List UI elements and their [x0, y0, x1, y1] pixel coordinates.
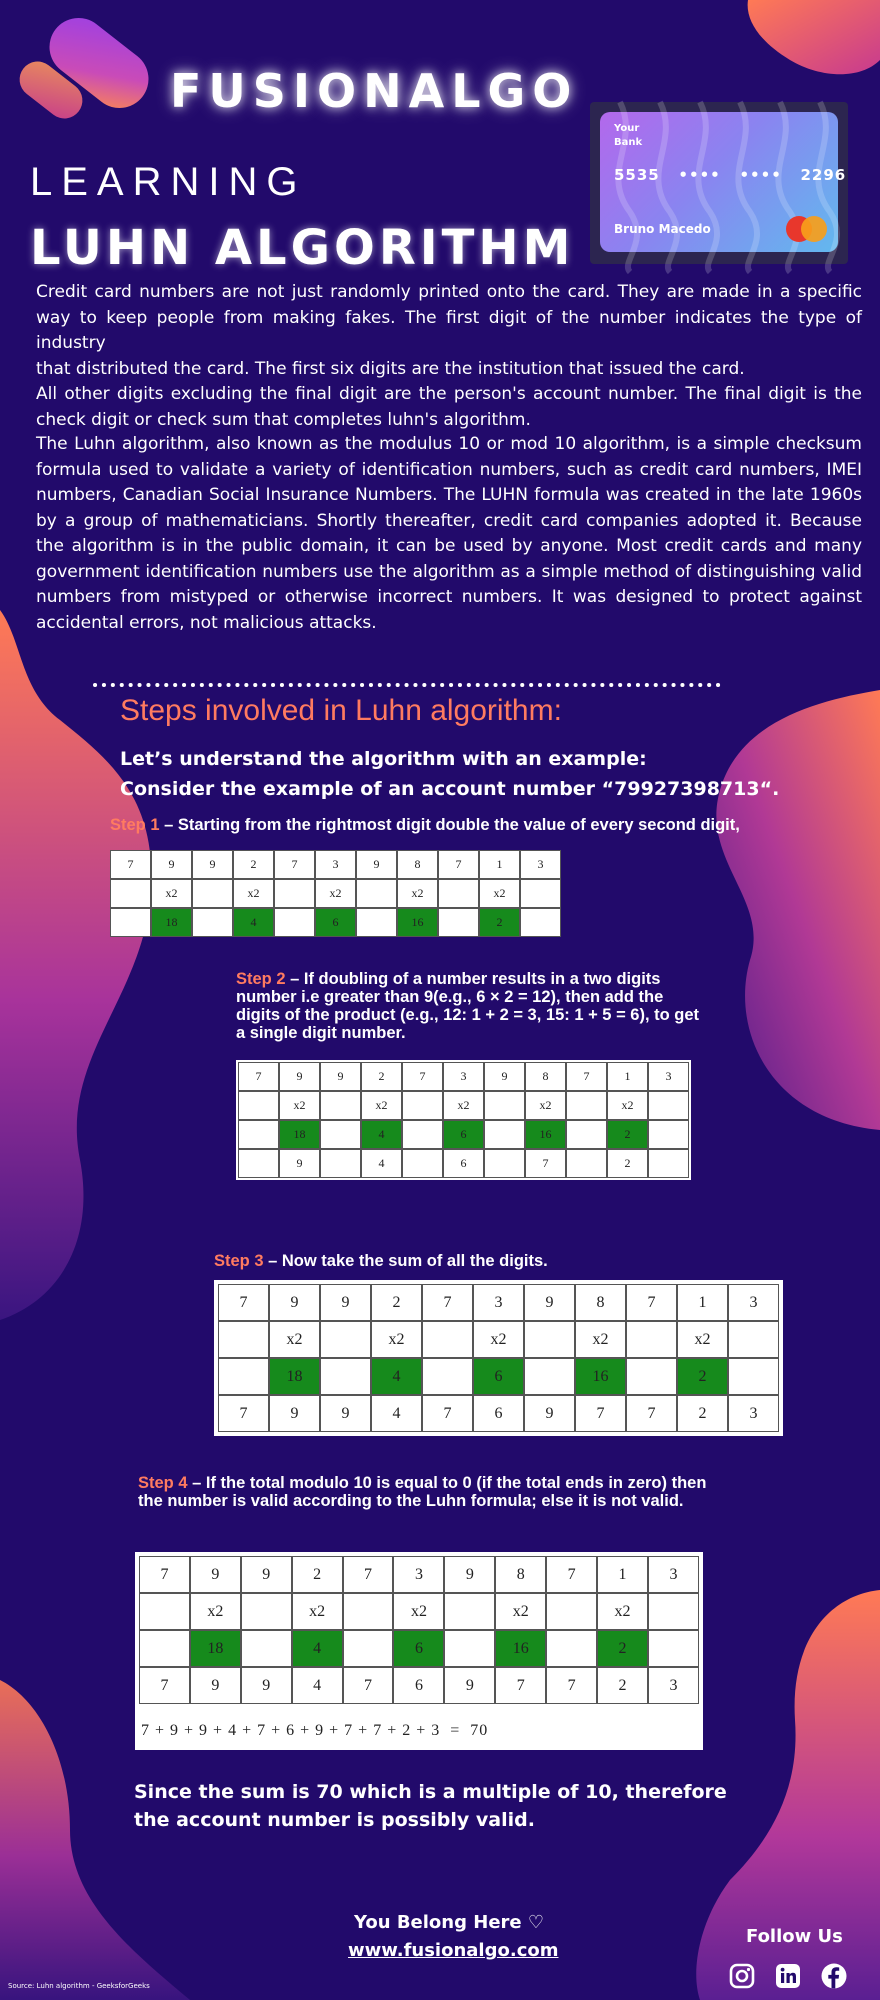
- table-row: [238, 1120, 689, 1149]
- table-cell: [139, 1630, 190, 1667]
- table-cell: [520, 908, 561, 937]
- table-cell: 7: [343, 1556, 394, 1593]
- table-cell: 7: [438, 850, 479, 879]
- credit-card-illustration: [600, 112, 847, 252]
- table-cell: [728, 1358, 779, 1395]
- dotted-divider: [92, 682, 728, 688]
- table-cell: 7: [238, 1062, 279, 1091]
- follow-us-label: Follow Us: [746, 1926, 843, 1947]
- table-cell: [238, 1091, 279, 1120]
- table-cell: 8: [525, 1062, 566, 1091]
- table-cell: [320, 1149, 361, 1178]
- table-cell: 2: [361, 1062, 402, 1091]
- brand-name: FUSIONALGO: [170, 64, 579, 118]
- table-cell: [274, 908, 315, 937]
- table-cell: 9: [279, 1062, 320, 1091]
- table-cell: [320, 1321, 371, 1358]
- table-cell: 9: [444, 1667, 495, 1704]
- table-cell: x2: [269, 1321, 320, 1358]
- table-cell: 7: [575, 1395, 626, 1432]
- table-cell: [139, 1593, 190, 1630]
- table-cell: 9: [279, 1149, 320, 1178]
- table-row: [218, 1321, 779, 1358]
- table-cell: [626, 1321, 677, 1358]
- table-cell: x2: [361, 1091, 402, 1120]
- sum-equation: 7 + 9 + 9 + 4 + 7 + 6 + 9 + 7 + 7 + 2 + 3 = 70: [141, 1722, 489, 1739]
- table-cell: 7: [626, 1284, 677, 1321]
- card-number: 5535 •••• •••• 2296: [614, 166, 847, 184]
- instagram-icon[interactable]: [728, 1962, 756, 1990]
- table-cell: 7: [525, 1149, 566, 1178]
- table-cell: [218, 1358, 269, 1395]
- table-row: [218, 1284, 779, 1321]
- table-cell: [238, 1120, 279, 1149]
- table-cell: 7: [139, 1667, 190, 1704]
- table-cell: 9: [269, 1284, 320, 1321]
- table-cell: [484, 1149, 525, 1178]
- table-cell: [402, 1120, 443, 1149]
- step-4-table: [135, 1552, 703, 1750]
- table-cell: 6: [443, 1149, 484, 1178]
- table-cell: 9: [484, 1062, 525, 1091]
- table-cell: 6: [443, 1120, 484, 1149]
- table-cell: 2: [371, 1284, 422, 1321]
- card-bank-name: Your Bank: [614, 123, 643, 148]
- table-row: [139, 1630, 699, 1667]
- table-cell: 3: [315, 850, 356, 879]
- table-cell: 4: [371, 1358, 422, 1395]
- table-cell: 9: [524, 1284, 575, 1321]
- table-cell: 7: [566, 1062, 607, 1091]
- table-cell: 7: [274, 850, 315, 879]
- table-cell: 7: [626, 1395, 677, 1432]
- step-4-description: – If the total modulo 10 is equal to 0 (if the total ends in zero) then the number is valid according to the Luhn formula; else it is not valid.: [138, 1474, 707, 1510]
- table-cell: x2: [315, 879, 356, 908]
- table-cell: [320, 1120, 361, 1149]
- step-4-text: [138, 1474, 718, 1510]
- table-cell: [192, 908, 233, 937]
- step-1-table: [110, 850, 561, 937]
- table-cell: [524, 1358, 575, 1395]
- table-cell: 4: [292, 1667, 343, 1704]
- table-cell: [648, 1091, 689, 1120]
- table-cell: 9: [320, 1395, 371, 1432]
- table-cell: 3: [648, 1667, 699, 1704]
- table-cell: [626, 1358, 677, 1395]
- table-cell: 7: [218, 1284, 269, 1321]
- table-cell: [402, 1149, 443, 1178]
- table-cell: 9: [151, 850, 192, 879]
- table-cell: 2: [292, 1556, 343, 1593]
- table-cell: [320, 1091, 361, 1120]
- table-cell: 7: [422, 1395, 473, 1432]
- intro-line: that distributed the card. The first six digits are the institution that issued the card.: [36, 358, 745, 379]
- table-cell: 16: [397, 908, 438, 937]
- table-cell: [566, 1120, 607, 1149]
- table-cell: 3: [443, 1062, 484, 1091]
- table-cell: x2: [495, 1593, 546, 1630]
- table-cell: 1: [597, 1556, 648, 1593]
- step-1-description: – Starting from the rightmost digit double the value of every second digit,: [159, 816, 740, 834]
- table-cell: [320, 1358, 371, 1395]
- table-cell: 4: [233, 908, 274, 937]
- table-cell: 2: [677, 1395, 728, 1432]
- table-cell: 9: [241, 1667, 292, 1704]
- table-cell: 7: [422, 1284, 473, 1321]
- table-cell: 6: [393, 1630, 444, 1667]
- table-cell: [484, 1120, 525, 1149]
- table-cell: 1: [607, 1062, 648, 1091]
- table-row: [139, 1556, 699, 1593]
- table-cell: 2: [597, 1630, 648, 1667]
- table-cell: 2: [607, 1149, 648, 1178]
- table-cell: 4: [361, 1149, 402, 1178]
- table-cell: [648, 1120, 689, 1149]
- step-3-label: Step 3: [214, 1252, 264, 1270]
- table-cell: [422, 1358, 473, 1395]
- table-cell: 16: [495, 1630, 546, 1667]
- step-2-table: [236, 1060, 691, 1180]
- tagline: You Belong Here ♡: [354, 1912, 545, 1933]
- table-row: [110, 879, 561, 908]
- card-holder-name: Bruno Macedo: [614, 222, 711, 236]
- table-row: [238, 1091, 689, 1120]
- table-cell: x2: [233, 879, 274, 908]
- step-1-text: [110, 816, 870, 834]
- table-cell: 7: [110, 850, 151, 879]
- table-cell: [520, 879, 561, 908]
- table-cell: 7: [546, 1667, 597, 1704]
- table-cell: 18: [151, 908, 192, 937]
- table-cell: 6: [473, 1395, 524, 1432]
- table-cell: 7: [402, 1062, 443, 1091]
- table-cell: [238, 1149, 279, 1178]
- step-3-table: [214, 1280, 783, 1436]
- table-cell: 18: [190, 1630, 241, 1667]
- table-cell: [524, 1321, 575, 1358]
- table-cell: [241, 1630, 292, 1667]
- table-cell: 8: [397, 850, 438, 879]
- table-cell: 9: [524, 1395, 575, 1432]
- table-cell: 7: [343, 1667, 394, 1704]
- table-cell: 7: [139, 1556, 190, 1593]
- table-cell: [484, 1091, 525, 1120]
- table-cell: x2: [397, 879, 438, 908]
- step-3-text: [214, 1252, 714, 1270]
- table-cell: [274, 879, 315, 908]
- table-cell: x2: [575, 1321, 626, 1358]
- table-row: [218, 1395, 779, 1432]
- table-cell: [110, 908, 151, 937]
- table-cell: 2: [677, 1358, 728, 1395]
- step-1-label: Step 1: [110, 816, 160, 834]
- table-cell: 7: [546, 1556, 597, 1593]
- table-cell: 16: [525, 1120, 566, 1149]
- table-cell: [648, 1630, 699, 1667]
- table-cell: x2: [473, 1321, 524, 1358]
- table-cell: [728, 1321, 779, 1358]
- table-cell: 2: [233, 850, 274, 879]
- table-row: [218, 1358, 779, 1395]
- table-cell: 9: [190, 1667, 241, 1704]
- example-number-text: Consider the example of an account number “79927398713“.: [120, 778, 780, 800]
- table-cell: [438, 908, 479, 937]
- table-cell: 16: [575, 1358, 626, 1395]
- table-cell: [566, 1091, 607, 1120]
- table-cell: 3: [728, 1284, 779, 1321]
- table-cell: x2: [279, 1091, 320, 1120]
- mastercard-orange-circle-icon: [801, 216, 827, 242]
- table-cell: x2: [393, 1593, 444, 1630]
- table-cell: [546, 1593, 597, 1630]
- table-row: [110, 850, 561, 879]
- table-cell: 18: [269, 1358, 320, 1395]
- table-cell: 6: [473, 1358, 524, 1395]
- table-cell: 3: [520, 850, 561, 879]
- step-4-label: Step 4: [138, 1474, 188, 1492]
- table-cell: 2: [597, 1667, 648, 1704]
- table-cell: 18: [279, 1120, 320, 1149]
- table-cell: 4: [371, 1395, 422, 1432]
- table-cell: [438, 879, 479, 908]
- facebook-icon[interactable]: [820, 1962, 848, 1990]
- source-credit: Source: Luhn algorithm - GeeksforGeeks: [8, 1982, 150, 1990]
- table-cell: 3: [648, 1062, 689, 1091]
- table-cell: [648, 1149, 689, 1178]
- luhn-description-paragraph: The Luhn algorithm, also known as the modulus 10 or mod 10 algorithm, is a simple checksum formula used to validate a variety of identification numbers, such as credit card numbers, IMEI numbers, Canadian Social Insurance Numbers. The LUHN formula was created in the late 1960s by a group of mathematicians. Shortly thereafter, credit card companies adopted it. Because the algorithm is in the public domain, it can be used by anyone. Most credit cards and many government identification numbers use the algorithm as a simple method of distinguishing valid numbers from mistyped or otherwise incorrect numbers. It was designed to protect against accidental errors, not malicious attacks.: [36, 434, 862, 633]
- step-3-description: – Now take the sum of all the digits.: [263, 1252, 548, 1270]
- table-cell: 3: [728, 1395, 779, 1432]
- table-cell: 6: [315, 908, 356, 937]
- table-cell: 8: [575, 1284, 626, 1321]
- step-2-label: Step 2: [236, 970, 286, 988]
- table-cell: [356, 879, 397, 908]
- table-cell: [648, 1593, 699, 1630]
- table-cell: [444, 1593, 495, 1630]
- table-cell: x2: [479, 879, 520, 908]
- table-cell: 9: [320, 1284, 371, 1321]
- table-cell: x2: [597, 1593, 648, 1630]
- table-cell: [356, 908, 397, 937]
- table-cell: [192, 879, 233, 908]
- table-cell: [422, 1321, 473, 1358]
- table-row: [139, 1593, 699, 1630]
- table-cell: 4: [361, 1120, 402, 1149]
- table-row: [238, 1062, 689, 1091]
- table-cell: 3: [648, 1556, 699, 1593]
- table-cell: 3: [473, 1284, 524, 1321]
- table-row: [238, 1149, 689, 1178]
- table-cell: 9: [190, 1556, 241, 1593]
- table-cell: [110, 879, 151, 908]
- intro-paragraph: [36, 280, 862, 433]
- table-cell: 1: [677, 1284, 728, 1321]
- table-cell: 9: [269, 1395, 320, 1432]
- table-cell: [566, 1149, 607, 1178]
- page-title: LUHN ALGORITHM: [30, 220, 575, 276]
- linkedin-icon[interactable]: [774, 1962, 802, 1990]
- table-cell: 9: [320, 1062, 361, 1091]
- step-2-text: [236, 970, 706, 1042]
- table-cell: 7: [218, 1395, 269, 1432]
- intro-line: All other digits excluding the final digit are the person's account number. The final digit is the check digit or check sum that completes luhn's algorithm.: [36, 384, 862, 430]
- table-cell: 4: [292, 1630, 343, 1667]
- website-link[interactable]: www.fusionalgo.com: [348, 1940, 559, 1961]
- table-cell: 7: [495, 1667, 546, 1704]
- table-cell: 1: [479, 850, 520, 879]
- table-cell: 3: [393, 1556, 444, 1593]
- table-cell: x2: [371, 1321, 422, 1358]
- table-cell: 9: [192, 850, 233, 879]
- intro-line: Credit card numbers are not just randomly printed onto the card. They are made in a specific way to keep people from making fakes. The first digit of the number indicates the type of industry: [36, 282, 862, 353]
- table-cell: 6: [393, 1667, 444, 1704]
- table-cell: [402, 1091, 443, 1120]
- table-cell: 9: [444, 1556, 495, 1593]
- table-cell: [444, 1630, 495, 1667]
- table-cell: 8: [495, 1556, 546, 1593]
- steps-heading: Steps involved in Luhn algorithm:: [120, 694, 562, 727]
- table-cell: x2: [190, 1593, 241, 1630]
- table-cell: [218, 1321, 269, 1358]
- table-cell: [241, 1593, 292, 1630]
- fusionalgo-logo-icon: [14, 26, 164, 136]
- table-cell: [343, 1630, 394, 1667]
- table-cell: 9: [356, 850, 397, 879]
- table-cell: x2: [607, 1091, 648, 1120]
- table-cell: x2: [443, 1091, 484, 1120]
- step-2-description: – If doubling of a number results in a two digits number i.e greater than 9(e.g., 6 × 2 = 12), then add the digits of the product (e.g., 12: 1 + 2 = 3, 15: 1 + 5 = 6), to get a single digit number.: [236, 970, 700, 1042]
- table-cell: [343, 1593, 394, 1630]
- table-cell: 2: [607, 1120, 648, 1149]
- table-cell: [546, 1630, 597, 1667]
- table-cell: x2: [292, 1593, 343, 1630]
- table-cell: x2: [151, 879, 192, 908]
- table-cell: 9: [241, 1556, 292, 1593]
- table-cell: x2: [677, 1321, 728, 1358]
- table-row: [110, 908, 561, 937]
- example-intro: Let’s understand the algorithm with an example:: [120, 748, 647, 770]
- table-cell: x2: [525, 1091, 566, 1120]
- hero-kicker: LEARNING: [30, 160, 307, 204]
- table-cell: 2: [479, 908, 520, 937]
- table-row: [139, 1667, 699, 1704]
- conclusion-text: Since the sum is 70 which is a multiple of 10, therefore the account number is possibly valid.: [134, 1781, 727, 1831]
